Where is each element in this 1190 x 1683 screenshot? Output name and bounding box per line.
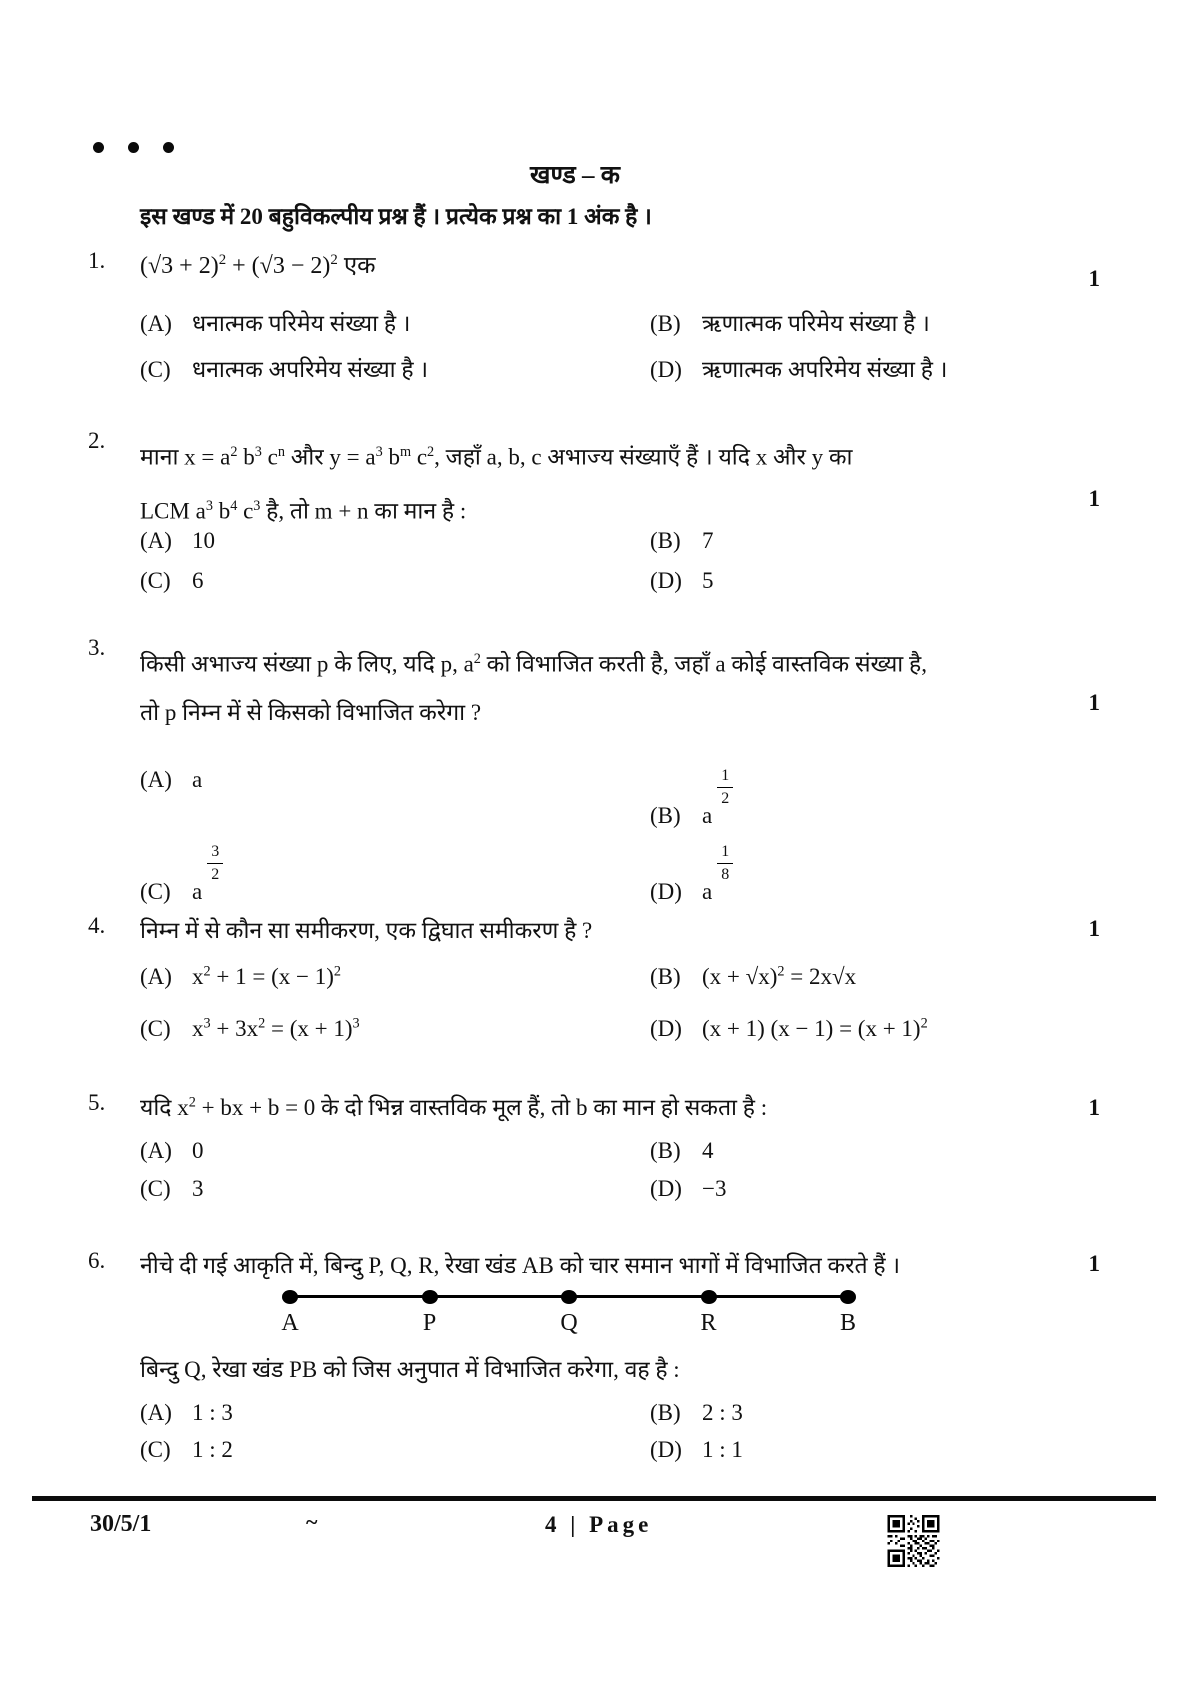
question-2 (88, 428, 1100, 593)
question-marks: 1 (1088, 916, 1100, 941)
option-label: (B) (650, 963, 681, 989)
fraction-numerator: 3 (207, 843, 223, 864)
section-title: खण्ड – क (530, 162, 620, 189)
option-text: $x^3 + 3x^2 = (x + 1)^3$ (192, 1015, 360, 1041)
option-c (140, 1437, 650, 1463)
option-text: 0 (192, 1138, 204, 1163)
option-text: 2 : 3 (702, 1400, 743, 1425)
option-label: (A) (140, 963, 172, 989)
option-c (140, 352, 650, 384)
question-text: निम्न में से कौन सा समीकरण, एक द्विघात समीकरण है ? (140, 918, 593, 943)
option-label: (A) (140, 311, 172, 336)
option-text: 3 (192, 1176, 204, 1201)
point-label-b: B (839, 1310, 857, 1336)
option-base: a (192, 878, 203, 904)
fraction-numerator: 1 (717, 843, 733, 864)
question-number: 6. (88, 1248, 106, 1273)
option-text: 5 (702, 568, 714, 593)
line-segment-figure (281, 1288, 857, 1348)
option-d (650, 1437, 1100, 1463)
question-5 (88, 1090, 1100, 1201)
option-label: (D) (650, 1176, 682, 1201)
dot-icon (128, 142, 139, 153)
option-a (140, 1138, 650, 1164)
option-label: (C) (140, 878, 171, 904)
option-label: (D) (650, 357, 682, 382)
option-label: (D) (650, 568, 682, 593)
question-text-line2: LCM $a^3$ $b^4$ $c^3$ है, तो m + n का मान है : (140, 497, 467, 524)
option-b (650, 767, 1100, 829)
question-number: 2. (88, 428, 106, 453)
dot-icon (163, 142, 174, 153)
option-d (650, 843, 1100, 905)
option-a (140, 306, 650, 338)
fraction-exponent (207, 843, 223, 884)
point-label-p: P (422, 1310, 437, 1336)
option-label: (C) (140, 1015, 171, 1041)
option-c (140, 568, 650, 594)
option-d (650, 568, 1100, 594)
option-text: 1 : 2 (192, 1437, 233, 1462)
option-d (650, 1176, 1100, 1202)
segment-point-q (561, 1290, 577, 1304)
question-marks: 1 (1088, 690, 1100, 715)
fraction-exponent (717, 767, 733, 808)
page-number: 4 | Page (545, 1512, 653, 1537)
corner-dots-decoration (93, 142, 174, 153)
paper-code: 30/5/1 (90, 1511, 152, 1537)
fraction-denominator: 2 (211, 865, 220, 883)
option-label: (C) (140, 357, 171, 382)
question-marks: 1 (1088, 1251, 1100, 1276)
option-b (650, 963, 1100, 990)
option-label: (B) (650, 311, 681, 336)
option-label: (C) (140, 568, 171, 593)
option-label: (A) (140, 528, 172, 553)
option-text: (x + 1) $(x - 1) = (x + 1)^2$ (702, 1015, 928, 1041)
option-text: 1 : 3 (192, 1400, 233, 1425)
option-text: धनात्मक परिमेय संख्या है । (192, 311, 411, 336)
question-text: नीचे दी गई आकृति में, बिन्दु P, Q, R, रेखा खंड AB को चार समान भागों में विभाजित करते हैं । (140, 1253, 901, 1278)
qr-code (885, 1515, 942, 1567)
segment-point-r (701, 1290, 717, 1304)
fraction-denominator: 2 (721, 789, 730, 807)
option-text: 4 (702, 1138, 714, 1163)
option-base: a (702, 878, 713, 904)
fraction-exponent (717, 843, 733, 884)
option-d (650, 352, 1100, 384)
option-a (140, 1400, 650, 1426)
question-marks: 1 (1088, 1095, 1100, 1120)
question-marks: 1 (1088, 486, 1100, 511)
question-text: $(√3 + 2)^2 + (√3 - 2)^2$ एक (140, 252, 376, 279)
point-label-a: A (281, 1310, 299, 1336)
option-label: (B) (650, 1138, 681, 1163)
option-label: (D) (650, 1015, 682, 1041)
option-label: (A) (140, 767, 172, 792)
fraction-numerator: 1 (717, 767, 733, 788)
option-text: 1 : 1 (702, 1437, 743, 1462)
question-number: 5. (88, 1090, 106, 1115)
question-text-line1: किसी अभाज्य संख्या p के लिए, यदि p, $a^2$ को विभाजित करती है, जहाँ a कोई वास्तविक संख्या है, (140, 651, 927, 677)
question-text: यदि $x^2$ + bx + b = 0 के दो भिन्न वास्तविक मूल हैं, तो b का मान हो सकता है : (140, 1094, 768, 1120)
option-text: $(x + √x)^2 = 2x√x$ (702, 963, 857, 989)
fraction-denominator: 8 (721, 865, 730, 883)
point-label-q: Q (560, 1310, 578, 1336)
footer-divider (32, 1496, 1156, 1501)
option-c (140, 1176, 650, 1202)
question-text-line1: माना $x = a^2$ $b^3$ $c^n$ और $y = a^3$ $b^m$ $c^2$, जहाँ a, b, c अभाज्य संख्याएँ हैं । यदि x और y का (140, 444, 853, 470)
option-text: ऋणात्मक परिमेय संख्या है । (702, 311, 930, 336)
option-a (140, 963, 650, 990)
option-text: 7 (702, 528, 714, 553)
option-c (140, 843, 650, 905)
option-label: (B) (650, 1400, 681, 1425)
option-label: (A) (140, 1138, 172, 1163)
question-6 (88, 1248, 1100, 1462)
option-text: ऋणात्मक अपरिमेय संख्या है । (702, 357, 948, 382)
question-4 (88, 913, 1100, 1041)
option-b (650, 1400, 1100, 1426)
segment-point-b (840, 1290, 856, 1304)
segment-point-a (282, 1290, 298, 1304)
option-label: (C) (140, 1176, 171, 1201)
option-b (650, 1138, 1100, 1164)
option-b (650, 306, 1100, 338)
question-3 (88, 635, 1100, 904)
option-a (140, 767, 650, 829)
dot-icon (93, 142, 104, 153)
option-text: 10 (192, 528, 215, 553)
section-instruction: इस खण्ड में 20 बहुविकल्पीय प्रश्न हैं । प्रत्येक प्रश्न का 1 अंक है । (140, 204, 652, 229)
tilde-separator: ~ (306, 1509, 318, 1534)
question-number: 4. (88, 913, 106, 938)
question-number: 3. (88, 635, 106, 660)
option-label: (D) (650, 878, 682, 904)
option-label: (B) (650, 802, 681, 828)
option-b (650, 528, 1100, 554)
option-text: धनात्मक अपरिमेय संख्या है । (192, 357, 429, 382)
question-number: 1. (88, 248, 106, 273)
segment-point-p (422, 1290, 438, 1304)
question-marks: 1 (1088, 266, 1100, 291)
option-a (140, 528, 650, 554)
option-label: (D) (650, 1437, 682, 1462)
option-label: (C) (140, 1437, 171, 1462)
question-text-line2: तो p निम्न में से किसको विभाजित करेगा ? (140, 699, 482, 725)
point-label-r: R (700, 1310, 717, 1336)
option-text: 6 (192, 568, 204, 593)
option-text: a (192, 767, 203, 792)
option-d (650, 1015, 1100, 1042)
question-1 (88, 248, 1100, 382)
question-subtext: बिन्दु Q, रेखा खंड PB को जिस अनुपात में विभाजित करेगा, वह है : (140, 1357, 680, 1382)
option-c (140, 1015, 650, 1042)
option-base: a (702, 802, 713, 828)
option-label: (B) (650, 528, 681, 553)
option-text: −3 (702, 1176, 727, 1201)
option-text: $x^2 + 1 = (x - 1)^2$ (192, 963, 341, 989)
option-label: (A) (140, 1400, 172, 1425)
